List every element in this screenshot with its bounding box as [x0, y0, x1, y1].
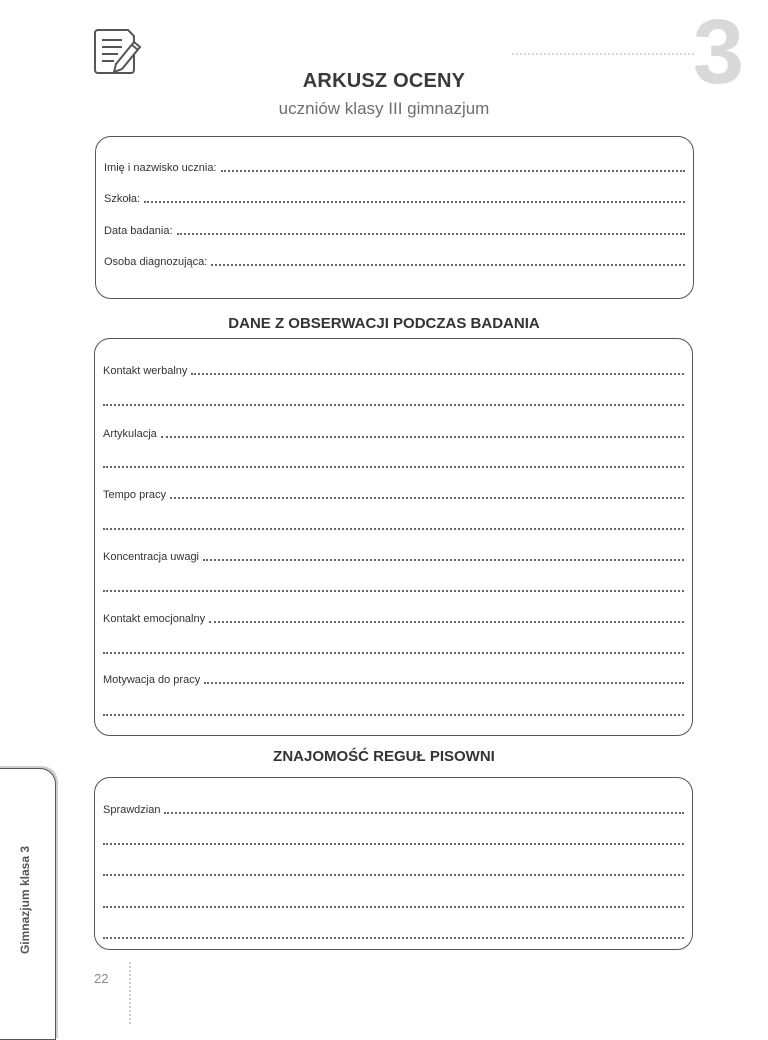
- student-info-box: [95, 136, 694, 299]
- field-label: Data badania:: [104, 225, 173, 237]
- continuation-line[interactable]: [103, 702, 684, 718]
- continuation-line[interactable]: [103, 925, 684, 941]
- dotted-line: [103, 590, 684, 592]
- field-label: Artykulacja: [103, 428, 157, 440]
- dotted-line: [103, 843, 684, 845]
- dotted-line: [164, 812, 684, 814]
- field-name[interactable]: [104, 158, 685, 174]
- page-title: ARKUSZ OCENY: [302, 70, 466, 92]
- observation-heading: DANE Z OBSERWACJI PODCZAS BADANIA: [228, 315, 540, 332]
- field-label: Imię i nazwisko ucznia:: [104, 162, 217, 174]
- field-examiner[interactable]: [104, 252, 685, 268]
- observation-box: [94, 338, 693, 736]
- dotted-line: [221, 170, 686, 172]
- field-verbal-contact[interactable]: [103, 361, 684, 377]
- side-tab-label: Gimnazjum klasa 3: [18, 845, 32, 955]
- field-test[interactable]: [103, 800, 684, 816]
- field-work-pace[interactable]: [103, 485, 684, 501]
- dotted-line: [209, 621, 684, 623]
- field-label: Szkoła:: [104, 193, 141, 205]
- dotted-line: [103, 404, 684, 406]
- field-label: Koncentracja uwagi: [103, 551, 200, 563]
- header-divider: [512, 53, 694, 55]
- dotted-line: [204, 682, 684, 684]
- continuation-line[interactable]: [103, 862, 684, 878]
- dotted-line: [103, 906, 684, 908]
- dotted-line: [177, 233, 686, 235]
- field-date[interactable]: [104, 221, 685, 237]
- dotted-line: [103, 874, 684, 876]
- continuation-line[interactable]: [103, 894, 684, 910]
- continuation-line[interactable]: [103, 392, 684, 408]
- dotted-line: [211, 264, 685, 266]
- continuation-line[interactable]: [103, 831, 684, 847]
- document-edit-icon: [92, 26, 144, 76]
- dotted-line: [103, 528, 684, 530]
- page-number: 22: [94, 971, 109, 986]
- field-label: Osoba diagnozująca:: [104, 256, 208, 268]
- dotted-line: [191, 373, 684, 375]
- field-label: Tempo pracy: [103, 489, 166, 501]
- dotted-line: [103, 652, 684, 654]
- field-emotional-contact[interactable]: [103, 609, 684, 625]
- field-concentration[interactable]: [103, 547, 684, 563]
- footer-divider: [129, 962, 131, 1024]
- chapter-number: 3: [692, 1, 744, 103]
- continuation-line[interactable]: [103, 578, 684, 594]
- spelling-heading: ZNAJOMOŚĆ REGUŁ PISOWNI: [273, 748, 495, 765]
- dotted-line: [103, 937, 684, 939]
- continuation-line[interactable]: [103, 640, 684, 656]
- field-articulation[interactable]: [103, 424, 684, 440]
- spelling-box: [94, 777, 693, 950]
- field-label: Sprawdzian: [103, 804, 161, 816]
- page-subtitle: uczniów klasy III gimnazjum: [278, 99, 490, 118]
- field-school[interactable]: [104, 189, 685, 205]
- continuation-line[interactable]: [103, 516, 684, 532]
- field-label: Kontakt werbalny: [103, 365, 188, 377]
- field-motivation[interactable]: [103, 670, 684, 686]
- continuation-line[interactable]: [103, 454, 684, 470]
- dotted-line: [103, 714, 684, 716]
- field-label: Kontakt emocjonalny: [103, 613, 206, 625]
- dotted-line: [170, 497, 684, 499]
- dotted-line: [203, 559, 684, 561]
- dotted-line: [103, 466, 684, 468]
- dotted-line: [144, 201, 685, 203]
- dotted-line: [161, 436, 684, 438]
- field-label: Motywacja do pracy: [103, 674, 201, 686]
